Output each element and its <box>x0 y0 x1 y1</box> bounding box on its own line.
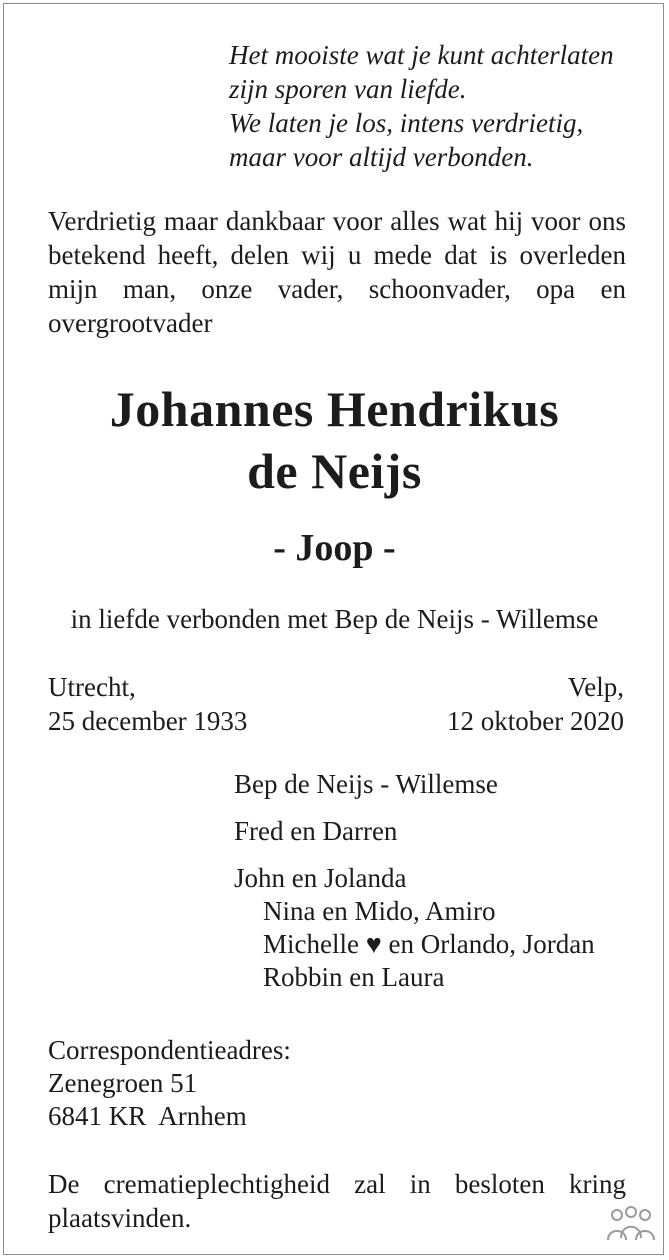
death-info <box>324 670 624 738</box>
family-spouse: Bep de Neijs - Willemse <box>234 769 498 799</box>
deceased-nickname: - Joop - <box>273 527 396 569</box>
correspondence-street: Zenegroen 51 <box>48 1068 198 1098</box>
intro-text: Verdrietig maar dankbaar voor alles wat hij voor ons betekend heeft, delen wij u mede dat is overleden mijn man, onze vader, schoonvader, opa en overgrootvader <box>48 206 626 338</box>
poem-line: Het mooiste wat je kunt achterlaten <box>229 40 614 70</box>
correspondence-label: Correspondentieadres: <box>48 1035 291 1065</box>
poem <box>229 38 649 174</box>
deceased-name-line-2: de Neijs <box>247 443 422 499</box>
correspondence-city: 6841 KR Arnhem <box>48 1101 247 1131</box>
partner-line: in liefde verbonden met Bep de Neijs - Willemse <box>70 604 599 634</box>
family-child: John en Jolanda <box>234 863 407 893</box>
poem-line: zijn sporen van liefde. <box>229 74 467 104</box>
correspondence-address <box>48 1034 448 1133</box>
family-child: Fred en Darren <box>234 816 398 846</box>
family-grandchild: Nina en Mido, Amiro <box>263 896 496 926</box>
family-grandchild: Michelle ♥ en Orlando, Jordan <box>263 929 595 959</box>
poem-line: maar voor altijd verbonden. <box>229 142 534 172</box>
ceremony-text: De crematieplechtigheid zal in besloten kring plaatsvinden. <box>48 1169 626 1233</box>
family-people-icon <box>605 1206 657 1246</box>
deceased-name <box>4 378 665 502</box>
death-date: 12 oktober 2020 <box>447 706 624 736</box>
deceased-name-line-1: Johannes Hendrikus <box>109 381 560 437</box>
obituary-card <box>3 3 664 1255</box>
birth-date: 25 december 1933 <box>48 706 248 736</box>
birth-info <box>48 670 348 738</box>
poem-line: We laten je los, intens verdrietig, <box>229 108 584 138</box>
birth-place: Utrecht, <box>48 672 136 702</box>
family-grandchild: Robbin en Laura <box>263 962 445 992</box>
death-place: Velp, <box>567 672 624 702</box>
family-list <box>234 768 654 994</box>
